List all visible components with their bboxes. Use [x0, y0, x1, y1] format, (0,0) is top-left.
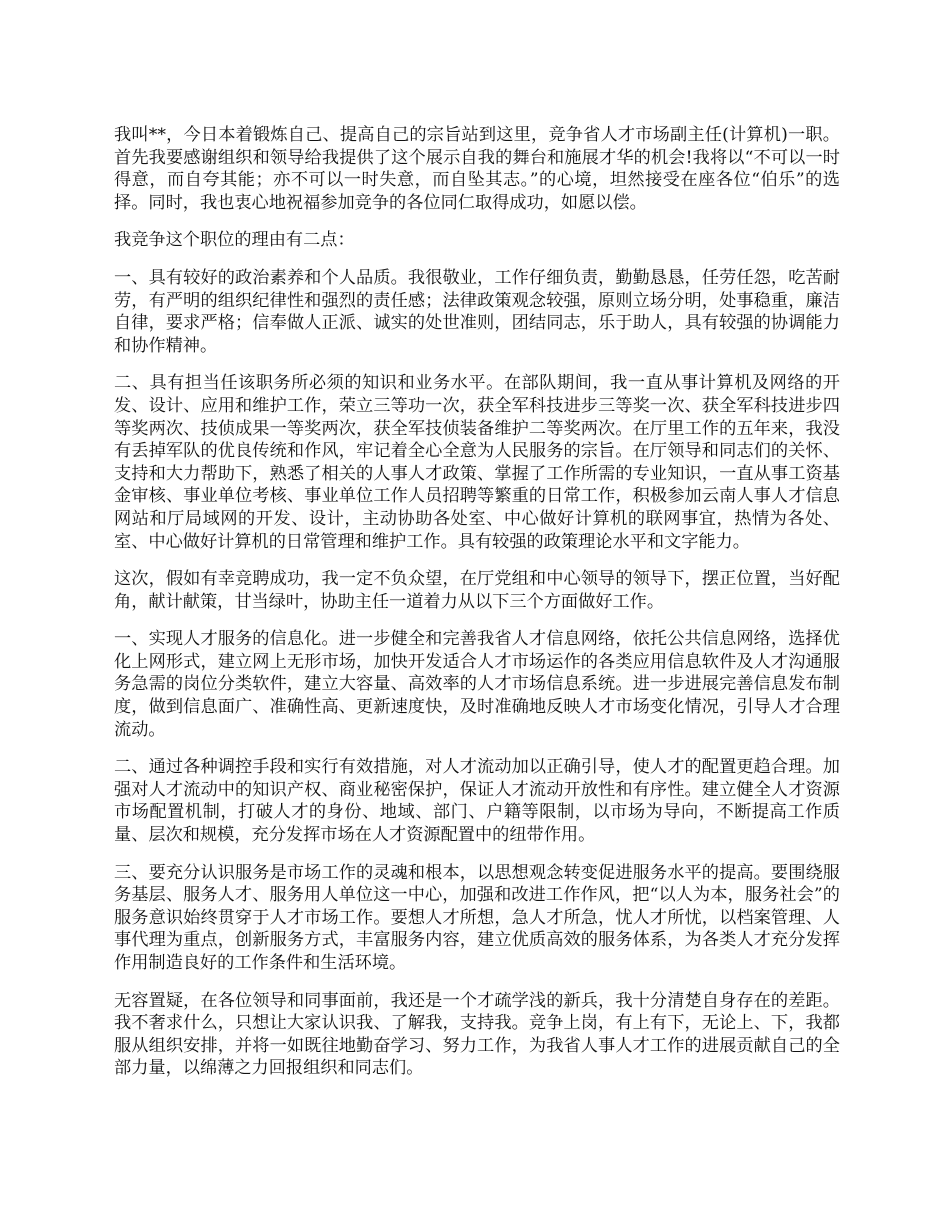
paragraph-plan-1: 一、实现人才服务的信息化。进一步健全和完善我省人才信息网络，依托公共信息网络，选择优化上网形式，建立网上无形市场，加快开发适合人才市场运作的各类应用信息软件及人才沟通服务急需的岗位分类软件，建立大容量、高效率的人才市场信息系统。进一步进展完善信息发布制度，做到信息面广、准确性高、更新速度快，及时准确地反映人才市场变化情况，引导人才合理流动。 — [114, 629, 840, 740]
paragraph-plan-intro: 这次，假如有幸竞聘成功，我一定不负众望，在厅党组和中心领导的领导下，摆正位置，当好配角，献计献策，甘当绿叶，协助主任一道着力从以下三个方面做好工作。 — [114, 569, 840, 612]
document-body — [114, 124, 840, 1095]
paragraph-closing: 无容置疑，在各位领导和同事面前，我还是一个才疏学浅的新兵，我十分清楚自身存在的差距。我不奢求什么，只想让大家认识我、了解我，支持我。竞争上岗，有上有下，无论上、下，我都服从组织安排，并将一如既往地勤奋学习、努力工作，为我省人事人才工作的进展贡献自己的全部力量，以绵薄之力回报组织和同志们。 — [114, 990, 840, 1079]
paragraph-opening: 我叫**，今日本着锻炼自己、提高自己的宗旨站到这里，竞争省人才市场副主任(计算机)一职。首先我要感谢组织和领导给我提供了这个展示自我的舞台和施展才华的机会!我将以“不可以一时得意，而自夸其能；亦不可以一时失意，而自坠其志。”的心境，坦然接受在座各位“伯乐”的选择。同时，我也衷心地祝福参加竞争的各位同仁取得成功，如愿以偿。 — [114, 125, 840, 213]
paragraph-reasons-intro: 我竞争这个职位的理由有二点： — [114, 230, 355, 251]
paragraph-plan-3: 三、要充分认识服务是市场工作的灵魂和根本，以思想观念转变促进服务水平的提高。要围绕服务基层、服务人才、服务用人单位这一中心，加强和改进工作作风，把“以人为本，服务社会”的服务意识始终贯穿于人才市场工作。要想人才所想，急人才所急，忧人才所忧，以档案管理、人事代理为重点，创新服务方式，丰富服务内容，建立优质高效的服务体系，为各类人才充分发挥作用制造良好的工作条件和生活环境。 — [114, 862, 840, 973]
paragraph-plan-2: 二、通过各种调控手段和实行有效措施，对人才流动加以正确引导，使人才的配置更趋合理。加强对人才流动中的知识产权、商业秘密保护，保证人才流动开放性和有序性。建立健全人才资源市场配置机制，打破人才的身份、地域、部门、户籍等限制，以市场为导向，不断提高工作质量、层次和规模，充分发挥市场在人才资源配置中的纽带作用。 — [114, 757, 840, 846]
paragraph-reason-1: 一、具有较好的政治素养和个人品质。我很敬业，工作仔细负责，勤勤恳恳，任劳任怨，吃苦耐劳，有严明的组织纪律性和强烈的责任感；法律政策观念较强，原则立场分明，处事稳重，廉洁自律，要求严格；信奉做人正派、诚实的处世准则，团结同志，乐于助人，具有较强的协调能力和协作精神。 — [114, 267, 840, 356]
paragraph-reason-2: 二、具有担当任该职务所必须的知识和业务水平。在部队期间，我一直从事计算机及网络的开发、设计、应用和维护工作，荣立三等功一次，获全军科技进步三等奖一次、获全军科技进步四等奖两次、技侦成果一等奖两次，获全军技侦装备维护二等奖两次。在厅里工作的五年来，我没有丢掉军队的优良传统和作风，牢记着全心全意为人民服务的宗旨。在厅领导和同志们的关怀、支持和大力帮助下，熟悉了相关的人事人才政策、掌握了工作所需的专业知识，一直从事工资基金审核、事业单位考核、事业单位工作人员招聘等繁重的日常工作，积极参加云南人事人才信息网站和厅局域网的开发、设计，主动协助各处室、中心做好计算机的联网事宜，热情为各处、室、中心做好计算机的日常管理和维护工作。具有较强的政策理论水平和文字能力。 — [114, 373, 840, 552]
